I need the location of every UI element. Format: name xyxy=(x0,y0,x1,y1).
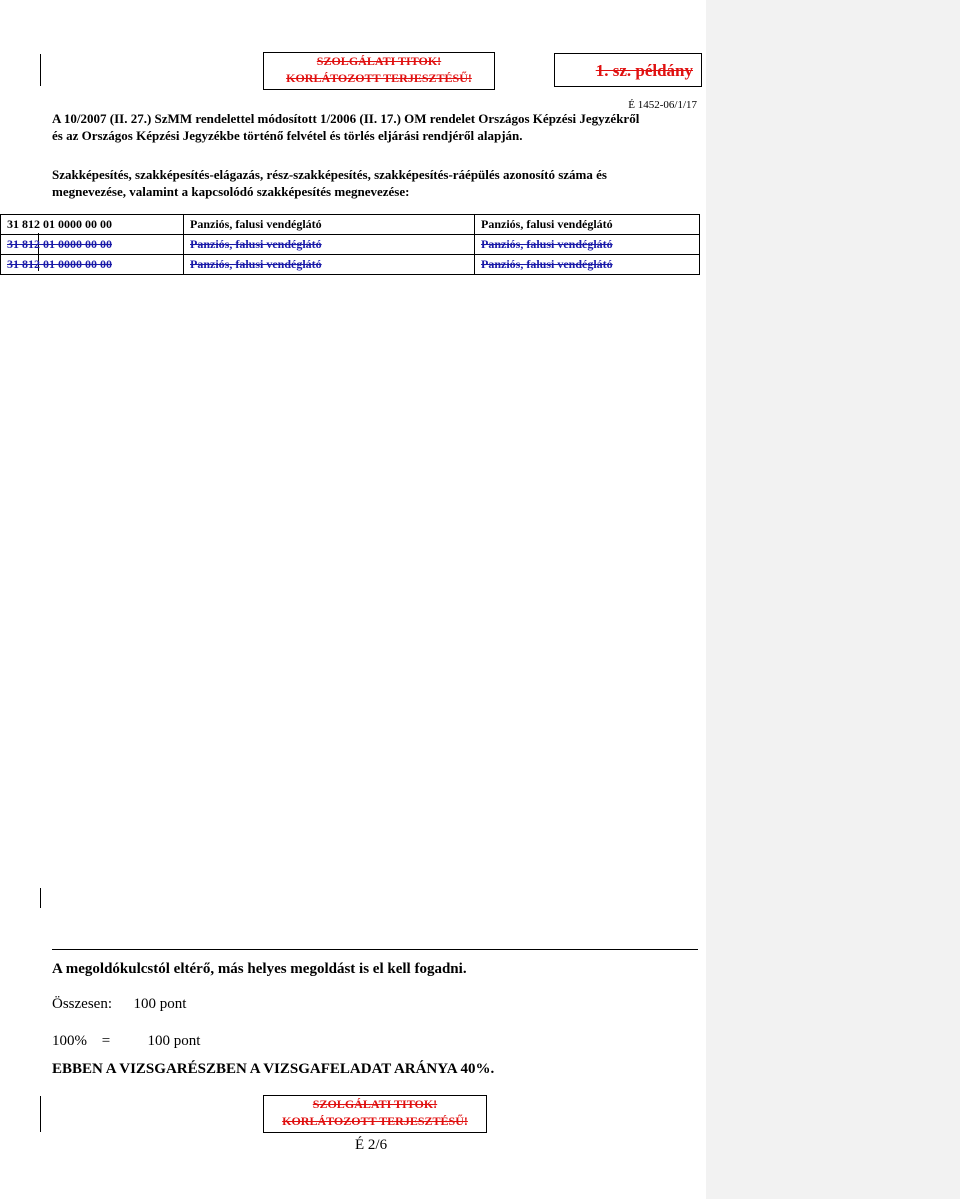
classification-line-2: KORLÁTOZOTT TERJESZTÉSŰ! xyxy=(282,1114,468,1128)
answer-key-note: A megoldókulcstól eltérő, más helyes megoldást is el kell fogadni. xyxy=(52,961,467,977)
footer-rule xyxy=(52,949,698,950)
qualification-code: 31 812 01 0000 00 00 xyxy=(1,215,184,235)
table-row xyxy=(1,255,700,275)
exam-weight-note: EBBEN A VIZSGARÉSZBEN A VIZSGAFELADAT ARÁNYA 40%. xyxy=(52,1061,495,1077)
total-row xyxy=(52,996,186,1013)
classification-line-1: SZOLGÁLATI TITOK! xyxy=(316,54,442,68)
intro-line-2: és az Országos Képzési Jegyzékbe történő felvétel és törlés eljárási rendjéről alapján. xyxy=(52,128,523,143)
qualification-name: Panziós, falusi vendéglátó xyxy=(184,215,475,235)
percent-label: 100% xyxy=(52,1033,87,1049)
related-qualification: Panziós, falusi vendéglátó xyxy=(475,235,700,255)
table-row xyxy=(1,215,700,235)
footer-classification-box xyxy=(263,1095,487,1133)
document-reference: É 1452-06/1/17 xyxy=(628,99,697,111)
related-qualification: Panziós, falusi vendéglátó xyxy=(475,215,700,235)
equals-sign: = xyxy=(101,1033,111,1049)
intro-paragraph xyxy=(52,110,639,144)
change-bar xyxy=(40,1096,41,1132)
intro-line-1: A 10/2007 (II. 27.) SzMM rendelettel módosított 1/2006 (II. 17.) OM rendelet Országos Képzési Jegyzékről xyxy=(52,111,640,126)
qualification-intro xyxy=(52,166,607,200)
qualification-intro-line-1: Szakképesítés, szakképesítés-elágazás, rész-szakképesítés, szakképesítés-ráépülés azonosító száma és xyxy=(52,167,607,182)
total-label: Összesen: xyxy=(52,996,112,1012)
page-number: É 2/6 xyxy=(355,1137,388,1153)
qualification-code: 31 812 01 0000 00 00 xyxy=(1,255,184,275)
classification-box xyxy=(263,52,495,90)
qualification-name: Panziós, falusi vendéglátó xyxy=(184,255,475,275)
qualification-intro-line-2: megnevezése, valamint a kapcsolódó szakképesítés megnevezése: xyxy=(52,184,410,199)
qualification-code: 31 812 01 0000 00 00 xyxy=(1,235,184,255)
classification-line-2: KORLÁTOZOTT TERJESZTÉSŰ! xyxy=(286,71,472,85)
qualification-name: Panziós, falusi vendéglátó xyxy=(184,235,475,255)
change-bar xyxy=(40,888,41,908)
percent-row xyxy=(52,1033,200,1050)
classification-line-1: SZOLGÁLATI TITOK! xyxy=(312,1097,438,1111)
change-bar xyxy=(40,54,41,86)
copy-number-box: 1. sz. példány xyxy=(554,53,702,87)
percent-value: 100 pont xyxy=(147,1033,201,1049)
qualification-table xyxy=(0,214,700,275)
comment-margin-pane xyxy=(706,0,960,1199)
total-value: 100 pont xyxy=(133,996,187,1012)
related-qualification: Panziós, falusi vendéglátó xyxy=(475,255,700,275)
table-row xyxy=(1,235,700,255)
